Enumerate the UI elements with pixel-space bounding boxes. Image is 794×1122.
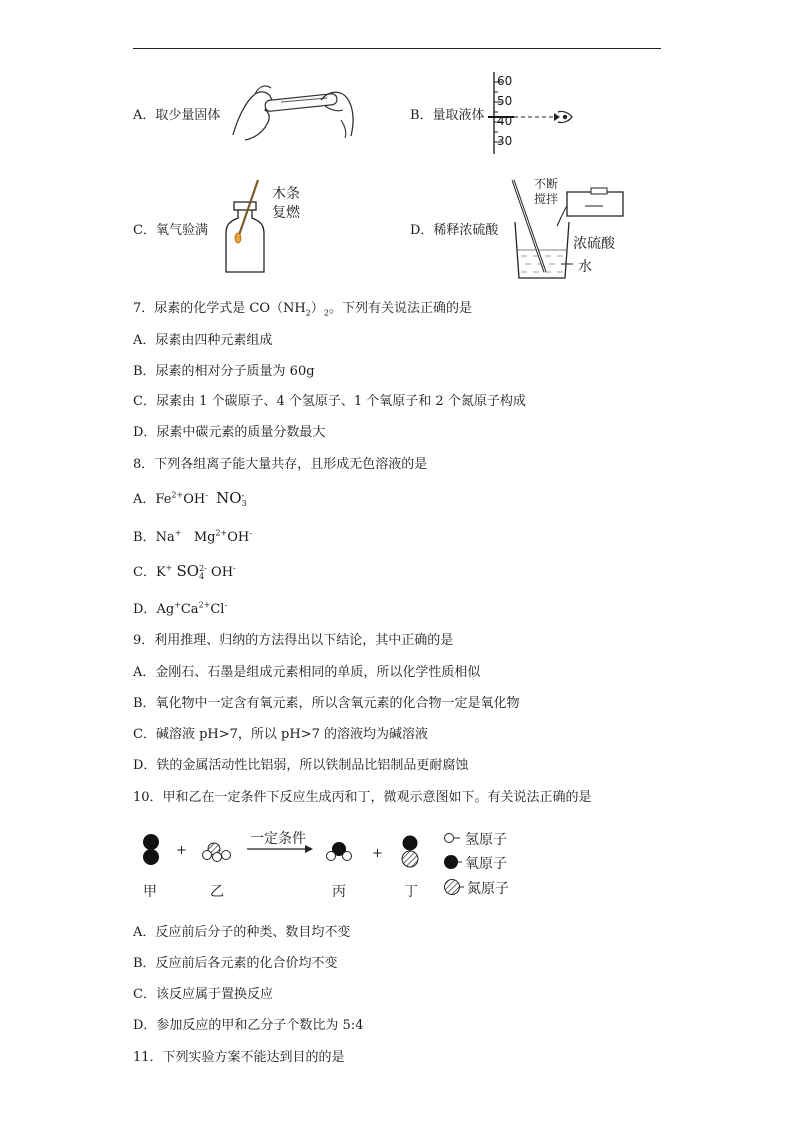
legend-oxygen: 氧原子 — [465, 856, 507, 872]
molecule-name-bing: 丙 — [332, 884, 346, 900]
q8-option-b: B．Na+ $Mg^{2+}OH^-$ — [133, 528, 252, 545]
q10-option-a: A．反应前后分子的种类、数目均不变 — [133, 925, 351, 940]
cylinder-tick-40: 40 — [497, 114, 513, 128]
reaction-condition: 一定条件 — [250, 831, 306, 847]
q7-option-a: A．尿素由四种元素组成 — [133, 333, 273, 348]
molecule-name-yi: 乙 — [210, 884, 224, 900]
legend-nitrogen: 氮原子 — [467, 881, 509, 897]
cylinder-tick-60: 60 — [497, 74, 513, 88]
q8-option-c: C．K+ SO 2- 4 OH- — [133, 562, 236, 581]
test-tube-hands-figure — [225, 80, 360, 142]
q8-option-d: D．$Ag^+Ca^{2+}Cl^-$ — [133, 600, 228, 617]
q6-option-c-label: C．氧气验满 — [133, 223, 208, 238]
q9-option-c: C．碱溶液 pH>7，所以 pH>7 的溶液均为碱溶液 — [133, 727, 428, 742]
gas-bottle-figure — [220, 178, 270, 274]
cylinder-tick-50: 50 — [497, 94, 513, 108]
q7-option-b: B．尿素的相对分子质量为 60g — [133, 364, 315, 379]
q7-stem: 7．尿素的化学式是 $CO(NH_2)_2$。下列有关说法正确的是 — [133, 301, 472, 318]
q8-stem: 8．下列各组离子能大量共存，且形成无色溶液的是 — [133, 457, 428, 472]
water-label: 水 — [578, 259, 592, 275]
q9-option-a: A．金刚石、石墨是组成元素相同的单质，所以化学性质相似 — [133, 665, 481, 680]
q8-option-a: A．$Fe^{2+}OH^-$ NO - 3 — [133, 489, 247, 508]
q7-option-c: C．尿素由 1 个碳原子、4 个氢原子、1 个氧原子和 2 个氮原子构成 — [133, 394, 526, 409]
header-rule — [133, 48, 661, 49]
plus-sign-2: + — [372, 846, 383, 861]
q6-option-d-label: D．稀释浓硫酸 — [410, 223, 499, 238]
q11-stem: 11．下列实验方案不能达到目的的是 — [133, 1050, 345, 1065]
dilution-beaker-figure — [505, 176, 645, 280]
conc-acid-label: 浓硫酸 — [573, 236, 615, 252]
q10-stem: 10．甲和乙在一定条件下反应生成丙和丁，微观示意图如下。有关说法正确的是 — [133, 790, 592, 805]
q6-option-a-label: A．取少量固体 — [133, 108, 221, 123]
reignite-label: 复燃 — [272, 205, 300, 221]
q9-option-b: B．氧化物中一定含有氧元素，所以含氧元素的化合物一定是氧化物 — [133, 696, 520, 711]
wood-stick-label: 木条 — [272, 186, 300, 202]
q9-option-d: D．铁的金属活动性比铝弱，所以铁制品比铝制品更耐腐蚀 — [133, 758, 469, 773]
q10-option-d: D．参加反应的甲和乙分子个数比为 5:4 — [133, 1018, 364, 1033]
q10-option-b: B．反应前后各元素的化合价均不变 — [133, 956, 338, 971]
q9-stem: 9．利用推理、归纳的方法得出以下结论，其中正确的是 — [133, 633, 454, 648]
q7-option-d: D．尿素中碳元素的质量分数最大 — [133, 425, 326, 440]
molecule-name-ding: 丁 — [404, 884, 418, 900]
plus-sign-1: + — [176, 843, 187, 858]
molecule-name-jia: 甲 — [143, 884, 157, 900]
cylinder-tick-30: 30 — [497, 134, 513, 148]
legend-hydrogen: 氢原子 — [465, 832, 507, 848]
q10-option-c: C．该反应属于置换反应 — [133, 987, 273, 1002]
q6-option-b-label: B．量取液体 — [410, 108, 485, 123]
stir-label-1: 不断 — [534, 177, 559, 191]
stir-label-2: 搅拌 — [534, 192, 559, 206]
